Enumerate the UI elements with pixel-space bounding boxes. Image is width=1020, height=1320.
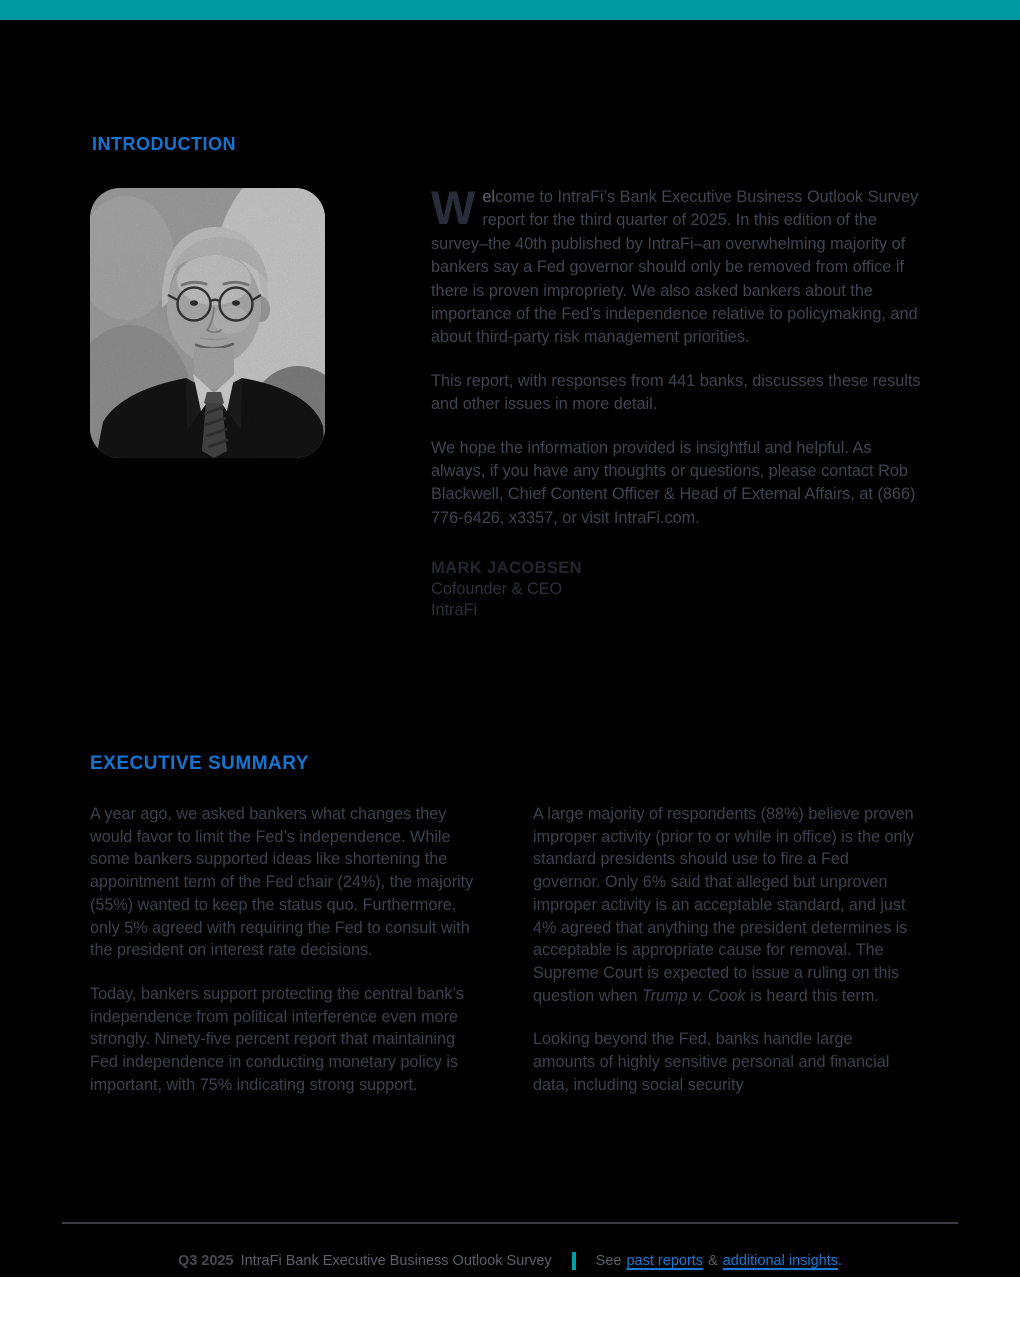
signature-block (431, 558, 925, 621)
bottom-page-margin (0, 1277, 1020, 1320)
drop-cap: W (431, 181, 476, 234)
executive-summary-right-column (533, 803, 919, 1117)
footer-divider-line (62, 1222, 958, 1224)
intro-paragraph-3: We hope the information provided is insightful and helpful. As always, if you have any thoughts or questions, please contact Rob Blackwell, Chief Content Officer & Head of External Affairs, at (866) 776-6426, x3357, or visit IntraFi.com. (431, 438, 916, 527)
intro-paragraph-2: This report, with responses from 441 banks, discusses these results and other issues in more detail. (431, 371, 921, 414)
signature-company: IntraFi (431, 601, 478, 620)
exec-right-paragraph-2: Looking beyond the Fed, banks handle large amounts of highly sensitive personal and financial data, including social security (533, 1030, 890, 1094)
top-accent-bar (0, 0, 1020, 20)
exec-left-paragraph-2: Today, bankers support protecting the central bank’s independence from political interference even more strongly. Ninety-five percent report that maintaining Fed independence in conducting monetary policy is important, with 75% indicating strong support. (90, 984, 464, 1094)
portrait-photo-mark-jacobsen (90, 188, 325, 458)
exec-right-p1-text-end: is heard this term. (745, 986, 879, 1005)
intro-paragraph-1-text: come to IntraFi’s Bank Executive Business Outlook Survey report for the third quarter of 2025. In this edition of the survey–the 40th published by IntraFi–an overwhelming majority of bankers say a Fed governor should only be removed from office if there is proven impropriety. We also asked bankers about the importance of the Fed’s independence relative to policymaking, and about third-party risk management priorities. (431, 188, 919, 347)
introduction-heading: INTRODUCTION (92, 134, 236, 154)
footer-report-title: IntraFi Bank Executive Business Outlook Survey (240, 1253, 552, 1269)
footer (0, 1252, 1020, 1270)
footer-period: . (838, 1253, 843, 1269)
executive-summary-left-column (90, 803, 486, 1117)
intro-paragraph-1 (431, 181, 925, 350)
exec-right-p1-text: A large majority of respondents (88%) believe proven improper activity (prior to or while in office) is the only standard presidents should use to fire a Fed governor. Only 6% said that alleged but unproven improper activity is an acceptable standard, and just 4% agreed that anything the president determines is acceptable is appropriate cause for removal. The Supreme Court is expected to issue a ruling on this question when (533, 805, 915, 1005)
signature-name: MARK JACOBSEN (431, 559, 582, 578)
executive-summary-heading: EXECUTIVE SUMMARY (90, 753, 309, 774)
intro-paragraph-1-lead: el (482, 188, 496, 206)
exec-left-paragraph-1: A year ago, we asked bankers what changes they would favor to limit the Fed’s independence. While some bankers supported ideas like shortening the appointment term of the Fed chair (24%), the majority (55%) wanted to keep the status quo. Furthermore, only 5% agreed with requiring the Fed to consult with the president on interest rate decisions. (90, 805, 474, 960)
case-name-italic: Trump v. Cook (641, 986, 746, 1005)
introduction-text-column (431, 181, 925, 621)
footer-see-text: See (595, 1253, 622, 1269)
exec-right-paragraph-1 (533, 803, 919, 1007)
footer-teal-pipe (572, 1252, 576, 1270)
past-reports-link[interactable]: past reports (626, 1253, 704, 1269)
additional-insights-link[interactable]: additional insights (722, 1253, 839, 1269)
footer-quarter-label: Q3 2025 (177, 1253, 234, 1269)
signature-title: Cofounder & CEO (431, 580, 563, 599)
footer-ampersand: & (708, 1253, 718, 1269)
